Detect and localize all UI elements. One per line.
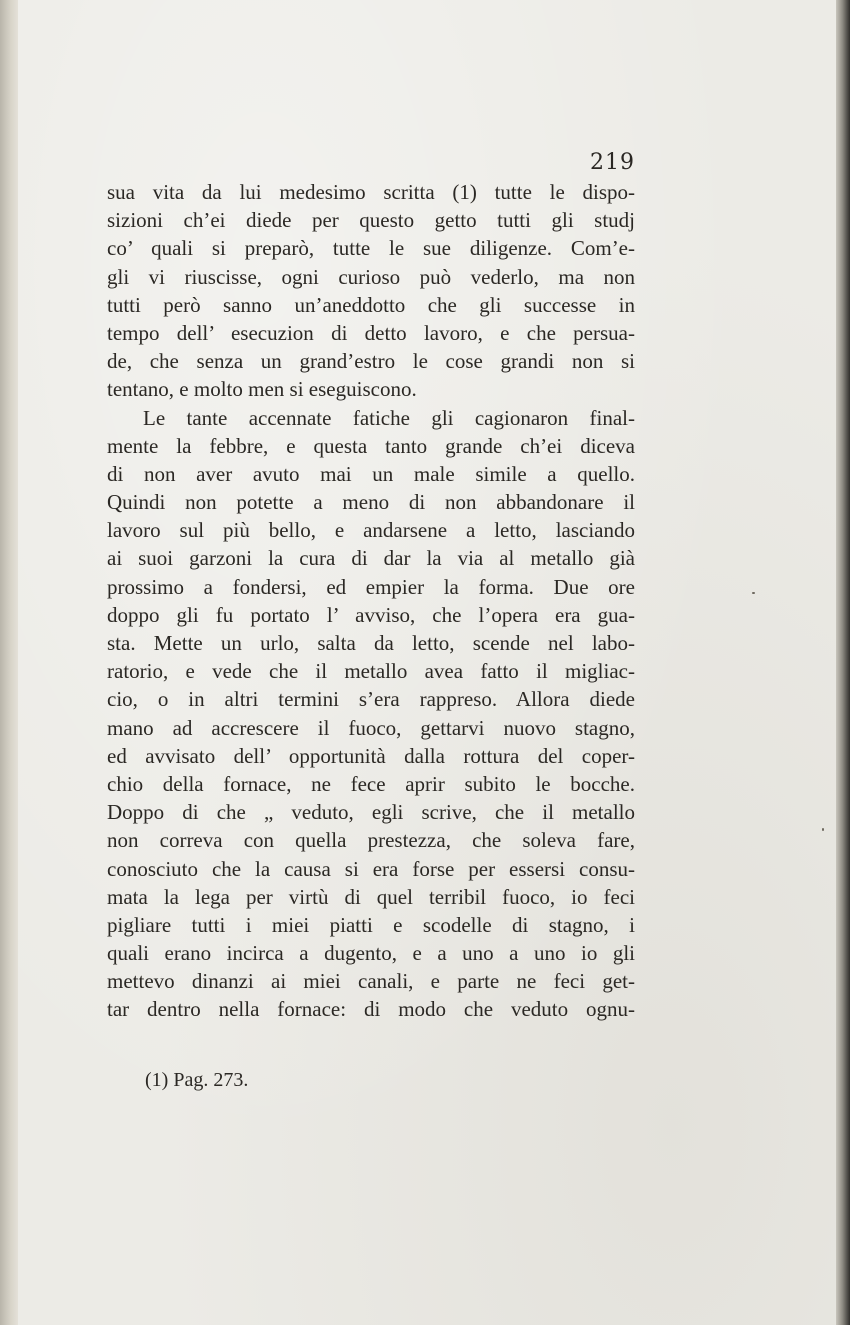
text-line: gli vi riuscisse, ogni curioso può vederlo, ma non (107, 264, 635, 289)
text-line: ratorio, e vede che il metallo avea fatto il migliac- (107, 659, 635, 684)
text-line: mettevo dinanzi ai miei canali, e parte ne feci get- (107, 969, 635, 994)
text-line: tutti però sanno un’aneddotto che gli successe in (107, 292, 635, 317)
text-line: co’ quali si preparò, tutte le sue diligenze. Com’e- (107, 236, 635, 261)
text-line: non correva con quella prestezza, che soleva fare, (107, 828, 635, 853)
paper-speck (752, 592, 755, 594)
right-page-edge (836, 0, 850, 1325)
text-line: sizioni ch’ei diede per questo getto tutti gli studj (107, 208, 635, 233)
text-line: mano ad accrescere il fuoco, gettarvi nuovo stagno, (107, 715, 635, 740)
text-line: ai suoi garzoni la cura di dar la via al metallo già (107, 546, 635, 571)
text-line: quali erano incirca a dugento, e a uno a uno io gli (107, 941, 635, 966)
text-line: pigliare tutti i miei piatti e scodelle di stagno, i (107, 912, 635, 937)
left-page-edge (0, 0, 19, 1325)
text-line: cio, o in altri termini s’era rappreso. Allora diede (107, 687, 635, 712)
text-line: mata la lega per virtù di quel terribil fuoco, io feci (107, 884, 635, 909)
text-line: Quindi non potette a meno di non abbandonare il (107, 490, 635, 515)
text-line: doppo gli fu portato l’ avviso, che l’opera era gua- (107, 602, 635, 627)
paper-speck (822, 828, 824, 831)
text-line: chio della fornace, ne fece aprir subito le bocche. (107, 771, 635, 796)
text-line: tempo dell’ esecuzion di detto lavoro, e che persua- (107, 320, 635, 345)
text-line: tentano, e molto men si eseguiscono. (107, 377, 417, 402)
text-line: ed avvisato dell’ opportunità dalla rottura del coper- (107, 743, 635, 768)
text-line: lavoro sul più bello, e andarsene a letto, lasciando (107, 518, 635, 543)
text-line: Doppo di che „ veduto, egli scrive, che il metallo (107, 800, 635, 825)
text-line: Le tante accennate fatiche gli cagionaron final- (143, 405, 635, 430)
text-line: di non aver avuto mai un male simile a quello. (107, 461, 635, 486)
page-number: 219 (590, 150, 635, 175)
text-line: tar dentro nella fornace: di modo che veduto ognu- (107, 997, 635, 1022)
text-line: mente la febbre, e questa tanto grande ch’ei diceva (107, 433, 635, 458)
text-line: de, che senza un grand’estro le cose grandi non si (107, 349, 635, 374)
body-text (107, 178, 635, 1024)
text-line: sta. Mette un urlo, salta da letto, scende nel labo- (107, 631, 635, 655)
text-line: sua vita da lui medesimo scritta (1) tutte le dispo- (107, 180, 635, 204)
text-line: prossimo a fondersi, ed empier la forma. Due ore (107, 574, 635, 599)
text-line: conosciuto che la causa si era forse per essersi consu- (107, 856, 635, 881)
footnote: (1) Pag. 273. (145, 1069, 249, 1091)
